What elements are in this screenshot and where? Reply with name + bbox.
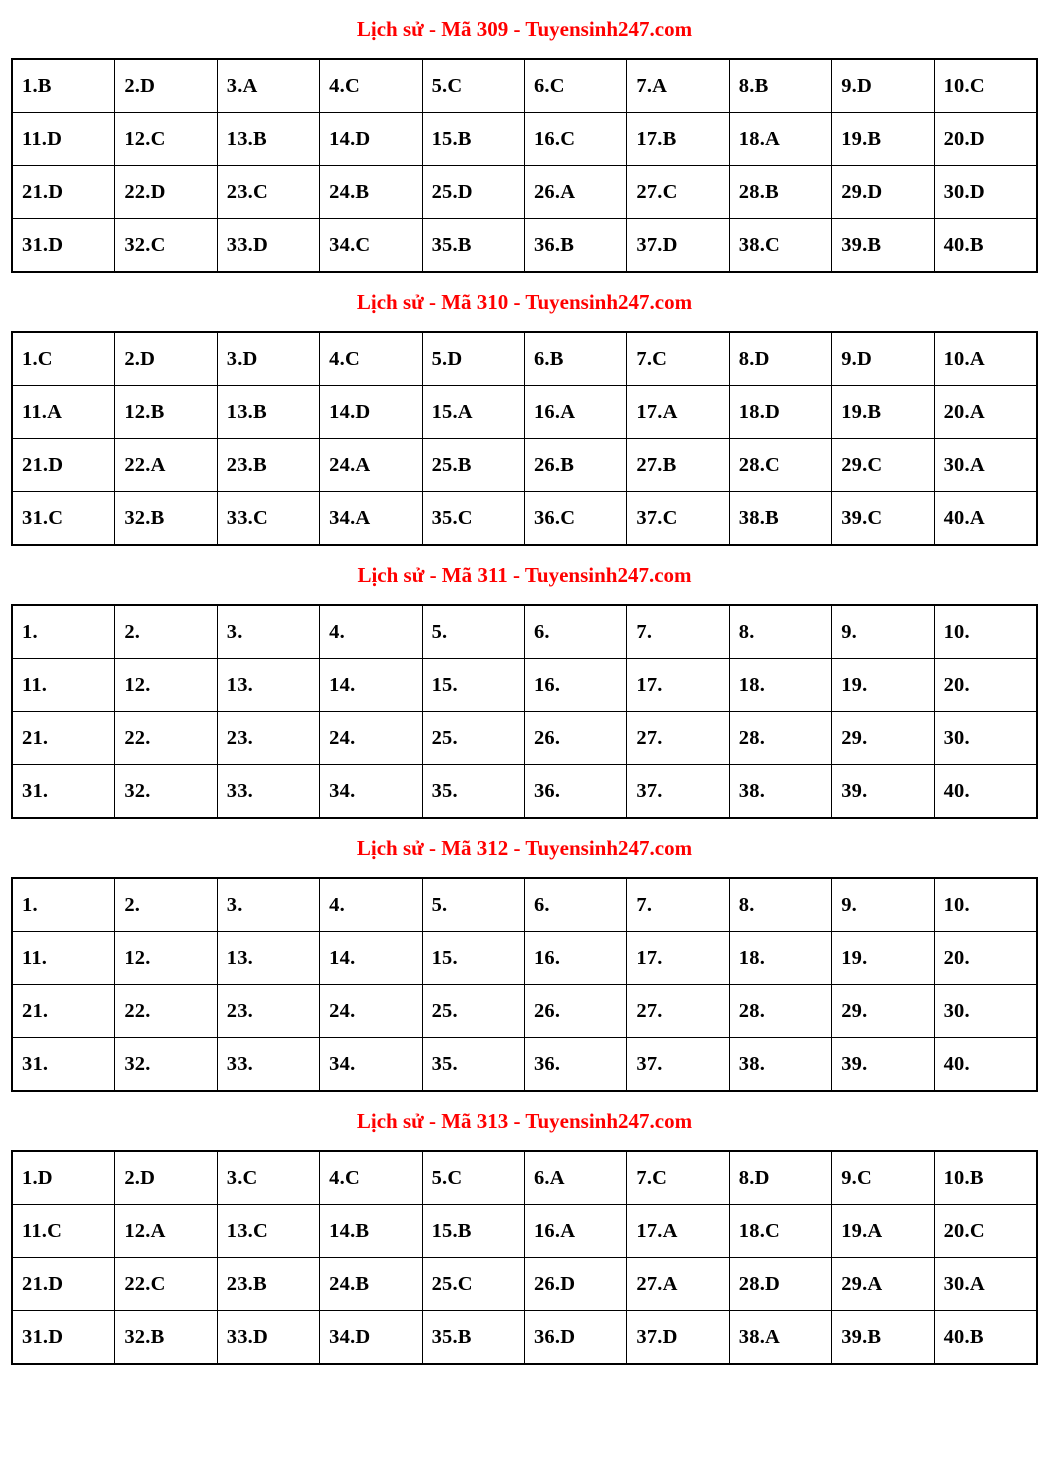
section-title: Lịch sử - Mã 311 - Tuyensinh247.com xyxy=(357,562,692,587)
answer-cell: 19.A xyxy=(832,1205,934,1258)
answer-cell: 19. xyxy=(832,932,934,985)
answer-cell: 1.C xyxy=(12,332,115,386)
answer-cell: 9. xyxy=(832,605,934,659)
answer-cell: 40.B xyxy=(934,219,1037,273)
answer-cell: 21.D xyxy=(12,166,115,219)
answer-table-4 xyxy=(11,1150,1038,1365)
answer-cell: 10.B xyxy=(934,1151,1037,1205)
answer-cell: 36.C xyxy=(524,492,626,546)
answer-cell: 5.D xyxy=(422,332,524,386)
answer-cell: 6. xyxy=(524,605,626,659)
answer-cell: 21. xyxy=(12,712,115,765)
answer-cell: 12.B xyxy=(115,386,217,439)
answer-cell: 16.A xyxy=(524,1205,626,1258)
answer-cell: 3.A xyxy=(217,59,319,113)
answer-cell: 17. xyxy=(627,932,729,985)
answer-cell: 32.B xyxy=(115,1311,217,1365)
section-title: Lịch sử - Mã 309 - Tuyensinh247.com xyxy=(356,16,693,41)
answer-cell: 35.C xyxy=(422,492,524,546)
answer-cell: 36.B xyxy=(524,219,626,273)
table-row xyxy=(12,1311,1037,1365)
answer-cell: 32.C xyxy=(115,219,217,273)
table-row xyxy=(12,659,1037,712)
answer-cell: 35. xyxy=(422,1038,524,1092)
answer-cell: 34.C xyxy=(320,219,422,273)
answer-cell: 11. xyxy=(12,932,115,985)
answer-cell: 38.A xyxy=(729,1311,831,1365)
answer-cell: 22.C xyxy=(115,1258,217,1311)
answer-cell: 14. xyxy=(320,659,422,712)
answer-cell: 27.B xyxy=(627,439,729,492)
answer-cell: 25.C xyxy=(422,1258,524,1311)
answer-cell: 23.B xyxy=(217,439,319,492)
answer-cell: 18.D xyxy=(729,386,831,439)
answer-table-1 xyxy=(11,331,1038,546)
section-title-slot-3 xyxy=(11,819,1038,877)
answer-cell: 26.A xyxy=(524,166,626,219)
table-row xyxy=(12,166,1037,219)
answer-cell: 15. xyxy=(422,932,524,985)
answer-cell: 9. xyxy=(832,878,934,932)
answer-cell: 13.C xyxy=(217,1205,319,1258)
answer-cell: 30. xyxy=(934,985,1037,1038)
answer-cell: 26.D xyxy=(524,1258,626,1311)
answer-cell: 4. xyxy=(320,878,422,932)
answer-cell: 33.C xyxy=(217,492,319,546)
answer-cell: 9.C xyxy=(832,1151,934,1205)
table-row xyxy=(12,492,1037,546)
table-row xyxy=(12,712,1037,765)
answer-cell: 17.A xyxy=(627,1205,729,1258)
answer-cell: 34.A xyxy=(320,492,422,546)
answer-cell: 36. xyxy=(524,1038,626,1092)
answer-cell: 16. xyxy=(524,932,626,985)
answer-cell: 28.B xyxy=(729,166,831,219)
answer-cell: 27. xyxy=(627,712,729,765)
answer-cell: 2. xyxy=(115,878,217,932)
answer-cell: 25.B xyxy=(422,439,524,492)
answer-cell: 34. xyxy=(320,765,422,819)
answer-cell: 20.C xyxy=(934,1205,1037,1258)
answer-cell: 21.D xyxy=(12,1258,115,1311)
answer-section-0 xyxy=(11,0,1038,273)
answer-cell: 27. xyxy=(627,985,729,1038)
answer-cell: 8.D xyxy=(729,332,831,386)
answer-cell: 23.B xyxy=(217,1258,319,1311)
answer-cell: 14.D xyxy=(320,386,422,439)
answer-cell: 13. xyxy=(217,932,319,985)
answer-cell: 7. xyxy=(627,605,729,659)
answer-cell: 32.B xyxy=(115,492,217,546)
answer-cell: 21. xyxy=(12,985,115,1038)
answer-cell: 6. xyxy=(524,878,626,932)
answer-cell: 33. xyxy=(217,1038,319,1092)
table-row xyxy=(12,332,1037,386)
section-title-slot-0 xyxy=(11,0,1038,58)
answer-cell: 40. xyxy=(934,765,1037,819)
answer-cell: 20. xyxy=(934,659,1037,712)
answer-cell: 4.C xyxy=(320,1151,422,1205)
answer-cell: 14. xyxy=(320,932,422,985)
answer-cell: 38.C xyxy=(729,219,831,273)
answer-cell: 36.D xyxy=(524,1311,626,1365)
answer-cell: 39.C xyxy=(832,492,934,546)
answer-cell: 4. xyxy=(320,605,422,659)
answer-cell: 27.A xyxy=(627,1258,729,1311)
answer-cell: 32. xyxy=(115,1038,217,1092)
answer-cell: 28.C xyxy=(729,439,831,492)
answer-cell: 26. xyxy=(524,712,626,765)
answer-cell: 5.C xyxy=(422,1151,524,1205)
answer-cell: 33. xyxy=(217,765,319,819)
answer-cell: 11.A xyxy=(12,386,115,439)
section-title-slot-2 xyxy=(11,546,1038,604)
answer-cell: 22.D xyxy=(115,166,217,219)
table-row xyxy=(12,386,1037,439)
answer-cell: 26. xyxy=(524,985,626,1038)
section-title: Lịch sử - Mã 313 - Tuyensinh247.com xyxy=(356,1108,693,1133)
answer-cell: 1.D xyxy=(12,1151,115,1205)
answer-cell: 34. xyxy=(320,1038,422,1092)
answer-cell: 16.C xyxy=(524,113,626,166)
answer-table-0 xyxy=(11,58,1038,273)
answer-cell: 35. xyxy=(422,765,524,819)
answer-section-1 xyxy=(11,273,1038,546)
answer-cell: 15.B xyxy=(422,113,524,166)
answer-cell: 19. xyxy=(832,659,934,712)
answer-cell: 2.D xyxy=(115,59,217,113)
answer-cell: 29.A xyxy=(832,1258,934,1311)
answer-cell: 18. xyxy=(729,932,831,985)
answer-cell: 7.C xyxy=(627,332,729,386)
answer-cell: 24.B xyxy=(320,166,422,219)
answer-cell: 3. xyxy=(217,878,319,932)
answer-cell: 4.C xyxy=(320,59,422,113)
answer-cell: 31. xyxy=(12,765,115,819)
answer-cell: 18.A xyxy=(729,113,831,166)
answer-cell: 6.A xyxy=(524,1151,626,1205)
answer-cell: 37.C xyxy=(627,492,729,546)
answer-cell: 28.D xyxy=(729,1258,831,1311)
answer-cell: 4.C xyxy=(320,332,422,386)
answer-cell: 13.B xyxy=(217,113,319,166)
section-title-slot-1 xyxy=(11,273,1038,331)
answer-cell: 1. xyxy=(12,605,115,659)
answer-cell: 22. xyxy=(115,712,217,765)
answer-table-2 xyxy=(11,604,1038,819)
answer-cell: 34.D xyxy=(320,1311,422,1365)
answer-cell: 15. xyxy=(422,659,524,712)
answer-section-4 xyxy=(11,1092,1038,1365)
answer-cell: 6.B xyxy=(524,332,626,386)
answer-cell: 10.C xyxy=(934,59,1037,113)
answer-cell: 17.A xyxy=(627,386,729,439)
section-title: Lịch sử - Mã 312 - Tuyensinh247.com xyxy=(356,835,693,860)
answer-cell: 24. xyxy=(320,985,422,1038)
answer-cell: 10. xyxy=(934,878,1037,932)
answer-cell: 33.D xyxy=(217,1311,319,1365)
answer-cell: 40. xyxy=(934,1038,1037,1092)
answer-cell: 3.D xyxy=(217,332,319,386)
answer-cell: 26.B xyxy=(524,439,626,492)
answer-cell: 9.D xyxy=(832,59,934,113)
answer-cell: 33.D xyxy=(217,219,319,273)
answer-cell: 30.A xyxy=(934,439,1037,492)
answer-cell: 31.C xyxy=(12,492,115,546)
answer-cell: 1. xyxy=(12,878,115,932)
answer-cell: 10. xyxy=(934,605,1037,659)
answer-cell: 21.D xyxy=(12,439,115,492)
answer-cell: 30.D xyxy=(934,166,1037,219)
answer-cell: 3.C xyxy=(217,1151,319,1205)
table-row xyxy=(12,1258,1037,1311)
answer-cell: 15.A xyxy=(422,386,524,439)
answer-cell: 5.C xyxy=(422,59,524,113)
answer-cell: 11.C xyxy=(12,1205,115,1258)
answer-cell: 24.B xyxy=(320,1258,422,1311)
table-row xyxy=(12,932,1037,985)
answer-cell: 9.D xyxy=(832,332,934,386)
answer-cell: 29.C xyxy=(832,439,934,492)
answer-cell: 19.B xyxy=(832,113,934,166)
answer-cell: 20. xyxy=(934,932,1037,985)
table-row xyxy=(12,1038,1037,1092)
answer-cell: 25. xyxy=(422,712,524,765)
answer-cell: 12.C xyxy=(115,113,217,166)
answer-cell: 16.A xyxy=(524,386,626,439)
answer-cell: 10.A xyxy=(934,332,1037,386)
answer-cell: 2.D xyxy=(115,332,217,386)
answer-cell: 3. xyxy=(217,605,319,659)
answer-cell: 27.C xyxy=(627,166,729,219)
answer-cell: 7.C xyxy=(627,1151,729,1205)
answer-cell: 24. xyxy=(320,712,422,765)
answer-cell: 39. xyxy=(832,1038,934,1092)
answer-cell: 37. xyxy=(627,765,729,819)
answer-cell: 7.A xyxy=(627,59,729,113)
answer-section-3 xyxy=(11,819,1038,1092)
table-row xyxy=(12,1151,1037,1205)
answer-cell: 30. xyxy=(934,712,1037,765)
table-row xyxy=(12,878,1037,932)
answer-cell: 39. xyxy=(832,765,934,819)
answer-cell: 31.D xyxy=(12,219,115,273)
answer-section-2 xyxy=(11,546,1038,819)
answer-cell: 37. xyxy=(627,1038,729,1092)
section-title: Lịch sử - Mã 310 - Tuyensinh247.com xyxy=(356,289,693,314)
answer-cell: 8. xyxy=(729,878,831,932)
answer-cell: 2. xyxy=(115,605,217,659)
answer-cell: 20.D xyxy=(934,113,1037,166)
answer-cell: 12.A xyxy=(115,1205,217,1258)
table-row xyxy=(12,219,1037,273)
table-row xyxy=(12,113,1037,166)
table-row xyxy=(12,605,1037,659)
table-row xyxy=(12,1205,1037,1258)
answer-cell: 40.A xyxy=(934,492,1037,546)
answer-cell: 22. xyxy=(115,985,217,1038)
answer-cell: 39.B xyxy=(832,219,934,273)
answer-cell: 17.B xyxy=(627,113,729,166)
answer-cell: 37.D xyxy=(627,219,729,273)
answer-cell: 19.B xyxy=(832,386,934,439)
answer-cell: 35.B xyxy=(422,219,524,273)
answer-cell: 31. xyxy=(12,1038,115,1092)
answer-cell: 24.A xyxy=(320,439,422,492)
answer-cell: 8. xyxy=(729,605,831,659)
section-title-slot-4 xyxy=(11,1092,1038,1150)
table-row xyxy=(12,765,1037,819)
table-row xyxy=(12,439,1037,492)
answer-cell: 35.B xyxy=(422,1311,524,1365)
answer-cell: 8.B xyxy=(729,59,831,113)
answer-cell: 18.C xyxy=(729,1205,831,1258)
answer-cell: 11.D xyxy=(12,113,115,166)
answer-cell: 29. xyxy=(832,712,934,765)
answer-cell: 6.C xyxy=(524,59,626,113)
answer-cell: 36. xyxy=(524,765,626,819)
answer-cell: 23.C xyxy=(217,166,319,219)
answer-cell: 32. xyxy=(115,765,217,819)
answer-cell: 11. xyxy=(12,659,115,712)
answer-cell: 2.D xyxy=(115,1151,217,1205)
answer-cell: 28. xyxy=(729,712,831,765)
answer-cell: 8.D xyxy=(729,1151,831,1205)
answer-cell: 30.A xyxy=(934,1258,1037,1311)
answer-cell: 39.B xyxy=(832,1311,934,1365)
answer-cell: 23. xyxy=(217,712,319,765)
answer-cell: 5. xyxy=(422,878,524,932)
answer-cell: 20.A xyxy=(934,386,1037,439)
answer-cell: 38. xyxy=(729,765,831,819)
answer-table-3 xyxy=(11,877,1038,1092)
answer-cell: 5. xyxy=(422,605,524,659)
answer-cell: 22.A xyxy=(115,439,217,492)
answer-cell: 16. xyxy=(524,659,626,712)
answer-cell: 37.D xyxy=(627,1311,729,1365)
answer-cell: 25. xyxy=(422,985,524,1038)
answer-cell: 29. xyxy=(832,985,934,1038)
answer-cell: 38.B xyxy=(729,492,831,546)
answer-cell: 13. xyxy=(217,659,319,712)
answer-cell: 15.B xyxy=(422,1205,524,1258)
table-row xyxy=(12,59,1037,113)
answer-cell: 14.B xyxy=(320,1205,422,1258)
answer-cell: 14.D xyxy=(320,113,422,166)
table-row xyxy=(12,985,1037,1038)
answer-cell: 7. xyxy=(627,878,729,932)
answer-cell: 38. xyxy=(729,1038,831,1092)
answer-cell: 25.D xyxy=(422,166,524,219)
answer-cell: 13.B xyxy=(217,386,319,439)
answer-cell: 28. xyxy=(729,985,831,1038)
answer-cell: 17. xyxy=(627,659,729,712)
answer-cell: 23. xyxy=(217,985,319,1038)
answer-cell: 40.B xyxy=(934,1311,1037,1365)
answer-cell: 1.B xyxy=(12,59,115,113)
answer-cell: 18. xyxy=(729,659,831,712)
answer-cell: 29.D xyxy=(832,166,934,219)
answer-cell: 12. xyxy=(115,659,217,712)
answer-cell: 12. xyxy=(115,932,217,985)
answer-cell: 31.D xyxy=(12,1311,115,1365)
